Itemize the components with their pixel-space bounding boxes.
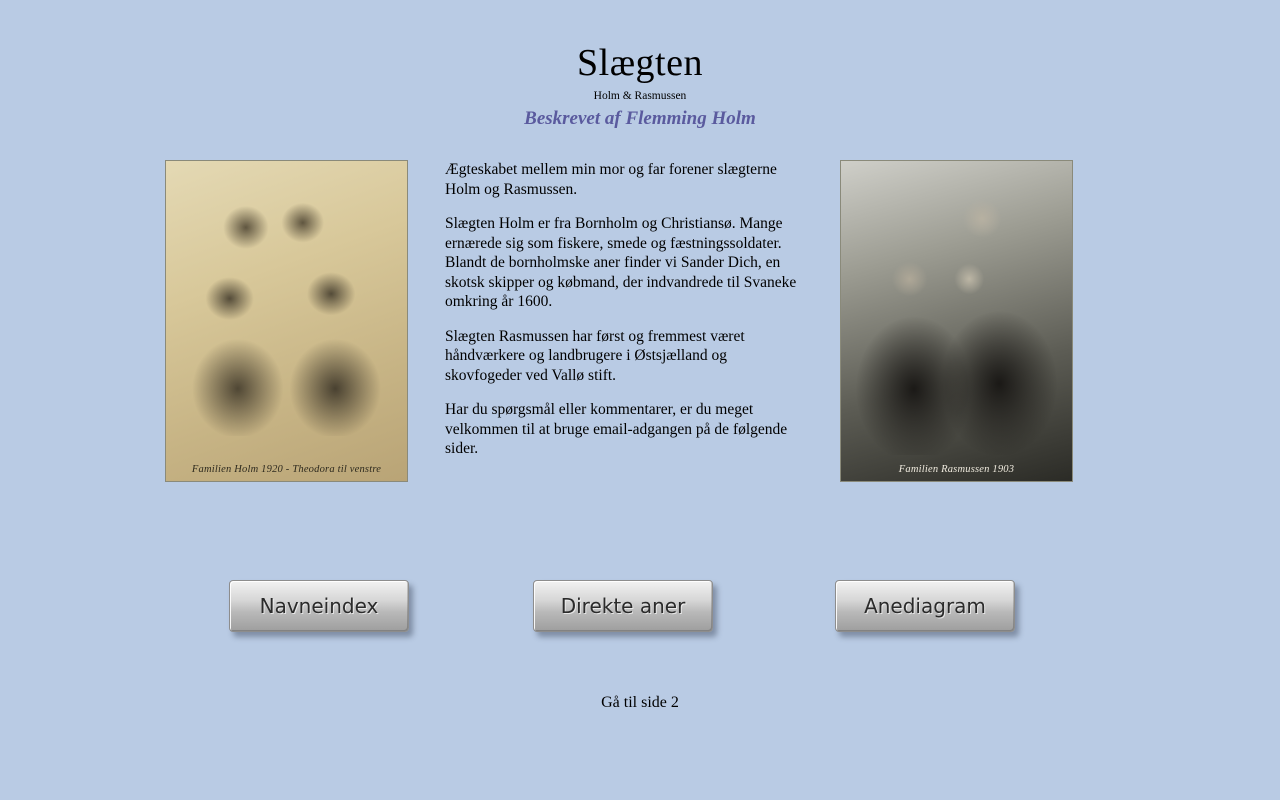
direkte-aner-button-label: Direkte aner: [560, 594, 686, 618]
intro-text: [445, 160, 803, 474]
author-line: Beskrevet af Flemming Holm: [524, 107, 756, 129]
photo-caption-right: Familien Rasmussen 1903: [898, 464, 1015, 475]
intro-paragraph-1: Ægteskabet mellem min mor og far forener slægterne Holm og Rasmussen.: [445, 161, 777, 198]
navigation-button-row: [0, 580, 1280, 650]
family-photo-rasmussen-1903: [840, 160, 1073, 482]
direkte-aner-button[interactable]: [533, 580, 713, 632]
intro-paragraph-2: Slægten Holm er fra Bornholm og Christiansø. Mange ernærede sig som fiskere, smede og fæstningssoldater. Blandt de bornholmske aner finder vi Sander Dich, en skotsk skipper og købmand, der indvandrede til Svaneke omkring år 1600.: [445, 215, 797, 311]
intro-paragraph-3: Slægten Rasmussen har først og fremmest været håndværkere og landbrugere i Østsjælland og skovfogeder ved Vallø stift.: [445, 327, 745, 384]
navneindex-button-label: Navneindex: [259, 594, 379, 618]
family-photo-holm-1920: [165, 160, 408, 482]
goto-page-2-link[interactable]: Gå til side 2: [601, 694, 679, 711]
anediagram-button-label: Anediagram: [864, 594, 986, 618]
page-subtitle: Holm & Rasmussen: [593, 89, 687, 102]
intro-paragraph-4: Har du spørgsmål eller kommentarer, er du meget velkommen til at bruge email-adgangen på de følgende sider.: [445, 401, 788, 458]
anediagram-button[interactable]: [835, 580, 1015, 632]
page-header: [0, 0, 1280, 130]
photo-caption-left: Familien Holm 1920 - Theodora til venstre: [191, 464, 382, 475]
navneindex-button[interactable]: [229, 580, 409, 632]
goto-page-2-area: [0, 694, 1280, 712]
content-row: [0, 160, 1280, 490]
page-title: Slægten: [577, 42, 703, 84]
